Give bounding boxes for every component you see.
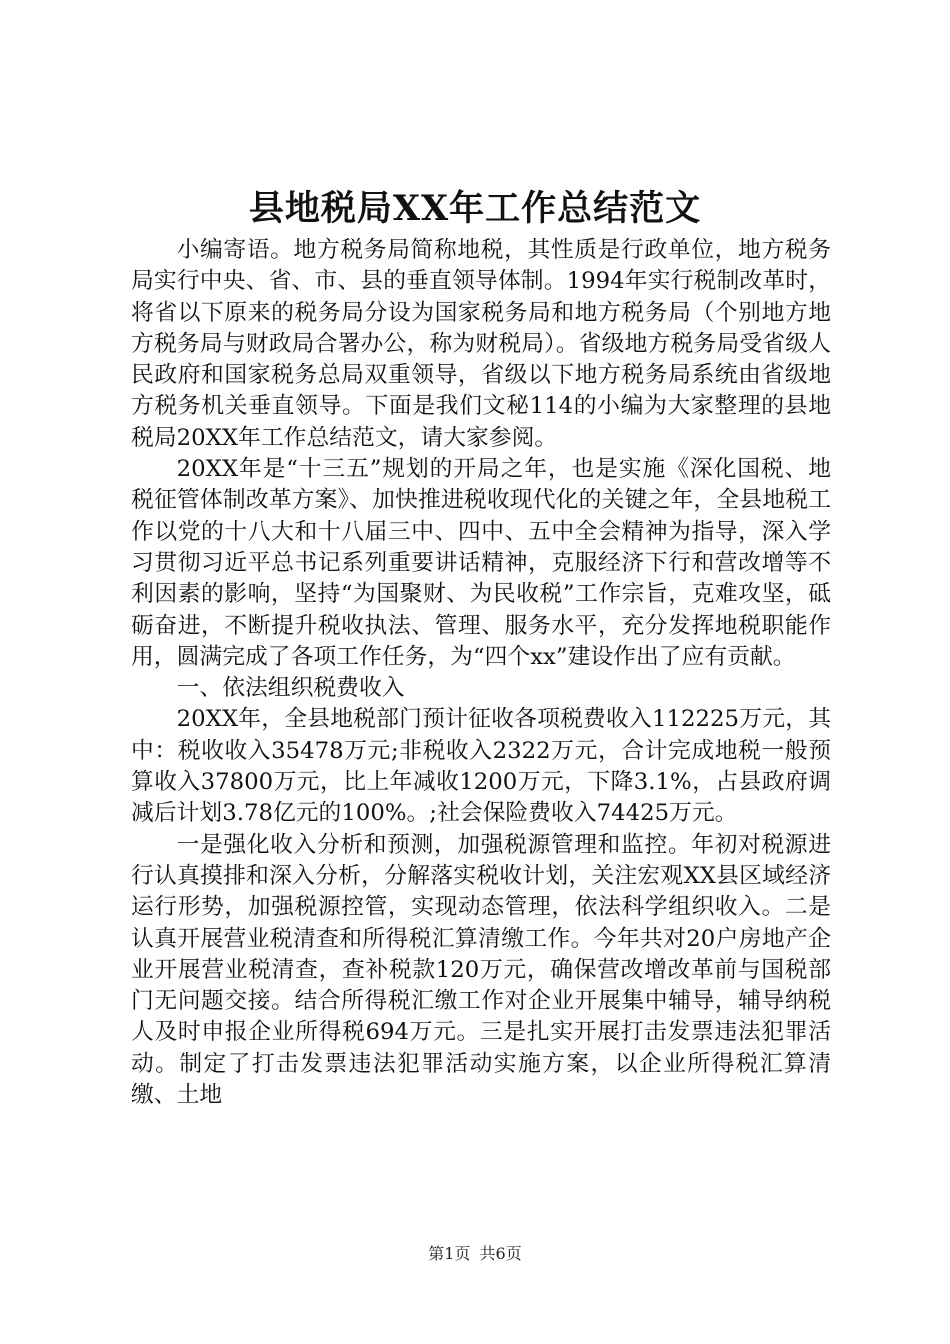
section-heading-1: 一、依法组织税费收入	[176, 675, 405, 702]
paragraph-overview: 20XX年是“十三五”规划的开局之年，也是实施《深化国税、地税征管体制改革方案》、加快推进税收现代化的关键之年，全县地税工作以党的十八大和十八届三中、四中、五中全会精神为指导，深入学习贯彻习近平总书记系列重要讲话精神，克服经济下行和营改增等不利因素的影响，坚持“为国聚财、为民收税”工作宗旨，克难攻坚，砥砺奋进，不断提升税收执法、管理、服务水平，充分发挥地税职能作用，圆满完成了各项工作任务，为“四个xx”建设作出了应有贡献。	[131, 456, 831, 670]
page-number: 第1页	[428, 1244, 471, 1263]
paragraph-measures: 一是强化收入分析和预测，加强税源管理和监控。年初对税源进行认真摸排和深入分析，分解落实税收计划，关注宏观XX县区域经济运行形势，加强税源控管，实现动态管理，依法科学组织收入。二是认真开展营业税清查和所得税汇算清缴工作。今年共对20户房地产企业开展营业税清查，查补税款120万元，确保营改增改革前与国税部门无问题交接。结合所得税汇缴工作对企业开展集中辅导，辅导纳税人及时申报企业所得税694万元。三是扎实开展打击发票违法犯罪活动。制定了打击发票违法犯罪活动实施方案，以企业所得税汇算清缴、土地	[131, 831, 831, 1109]
paragraph-revenue: 20XX年，全县地税部门预计征收各项税费收入112225万元，其中：税收收入35478万元;非税收入2322万元，合计完成地税一般预算收入37800万元，比上年减收1200万元，下降3.1%，占县政府调减后计划3.78亿元的100%。;社会保险费收入74425万元。	[131, 706, 831, 827]
paragraph-intro: 小编寄语。地方税务局简称地税，其性质是行政单位，地方税务局实行中央、省、市、县的垂直领导体制。1994年实行税制改革时，将省以下原来的税务局分设为国家税务局和地方税务局（个别地方地方税务局与财政局合署办公，称为财税局）。省级地方税务局受省级人民政府和国家税务总局双重领导，省级以下地方税务局系统由省级地方税务机关垂直领导。下面是我们文秘114的小编为大家整理的县地税局20XX年工作总结范文，请大家参阅。	[131, 237, 831, 451]
page-footer	[0, 1243, 950, 1265]
page-total: 共6页	[479, 1244, 522, 1263]
document-body	[131, 235, 831, 1111]
document-title: 县地税局XX年工作总结范文	[248, 188, 702, 229]
